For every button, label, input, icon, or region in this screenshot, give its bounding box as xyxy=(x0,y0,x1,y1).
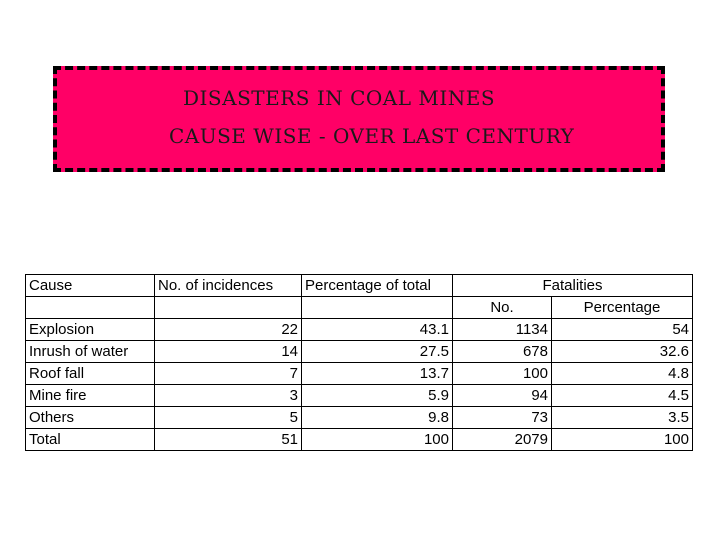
cell-percentage: 100 xyxy=(302,429,453,451)
cell-percentage: 13.7 xyxy=(302,363,453,385)
cell-incidences: 5 xyxy=(155,407,302,429)
table-row xyxy=(26,407,693,429)
subheader-empty-percentage xyxy=(302,297,453,319)
cell-incidences: 14 xyxy=(155,341,302,363)
cell-percentage: 43.1 xyxy=(302,319,453,341)
cell-incidences: 7 xyxy=(155,363,302,385)
cell-incidences: 22 xyxy=(155,319,302,341)
disasters-table xyxy=(25,274,693,451)
subheader-fatalities-no: No. xyxy=(453,297,552,319)
cell-fatalities-no: 94 xyxy=(453,385,552,407)
table-row xyxy=(26,319,693,341)
cell-fatalities-pct: 4.5 xyxy=(552,385,693,407)
title-banner xyxy=(53,66,665,172)
table-row xyxy=(26,341,693,363)
cell-fatalities-no: 1134 xyxy=(453,319,552,341)
cell-fatalities-pct: 32.6 xyxy=(552,341,693,363)
cell-percentage: 27.5 xyxy=(302,341,453,363)
cell-percentage: 5.9 xyxy=(302,385,453,407)
cell-fatalities-no: 73 xyxy=(453,407,552,429)
cell-cause: Roof fall xyxy=(26,363,155,385)
cell-cause: Inrush of water xyxy=(26,341,155,363)
cell-cause: Total xyxy=(26,429,155,451)
table-header-row xyxy=(26,275,693,297)
title-line-2: CAUSE WISE - OVER LAST CENTURY xyxy=(169,124,575,148)
header-cause: Cause xyxy=(26,275,155,297)
header-percentage: Percentage of total xyxy=(302,275,453,297)
table-row xyxy=(26,385,693,407)
cell-cause: Others xyxy=(26,407,155,429)
cell-fatalities-pct: 3.5 xyxy=(552,407,693,429)
subheader-empty-cause xyxy=(26,297,155,319)
cell-fatalities-pct: 4.8 xyxy=(552,363,693,385)
cell-fatalities-no: 2079 xyxy=(453,429,552,451)
cell-cause: Explosion xyxy=(26,319,155,341)
subheader-empty-incidences xyxy=(155,297,302,319)
cell-fatalities-no: 100 xyxy=(453,363,552,385)
table-row xyxy=(26,363,693,385)
cell-cause: Mine fire xyxy=(26,385,155,407)
header-incidences: No. of incidences xyxy=(155,275,302,297)
title-line-1: DISASTERS IN COAL MINES xyxy=(183,86,496,110)
table-subheader-row xyxy=(26,297,693,319)
cell-percentage: 9.8 xyxy=(302,407,453,429)
cell-fatalities-no: 678 xyxy=(453,341,552,363)
cell-fatalities-pct: 54 xyxy=(552,319,693,341)
subheader-fatalities-pct: Percentage xyxy=(552,297,693,319)
table-total-row xyxy=(26,429,693,451)
cell-incidences: 3 xyxy=(155,385,302,407)
cell-incidences: 51 xyxy=(155,429,302,451)
cell-fatalities-pct: 100 xyxy=(552,429,693,451)
header-fatalities: Fatalities xyxy=(453,275,693,297)
